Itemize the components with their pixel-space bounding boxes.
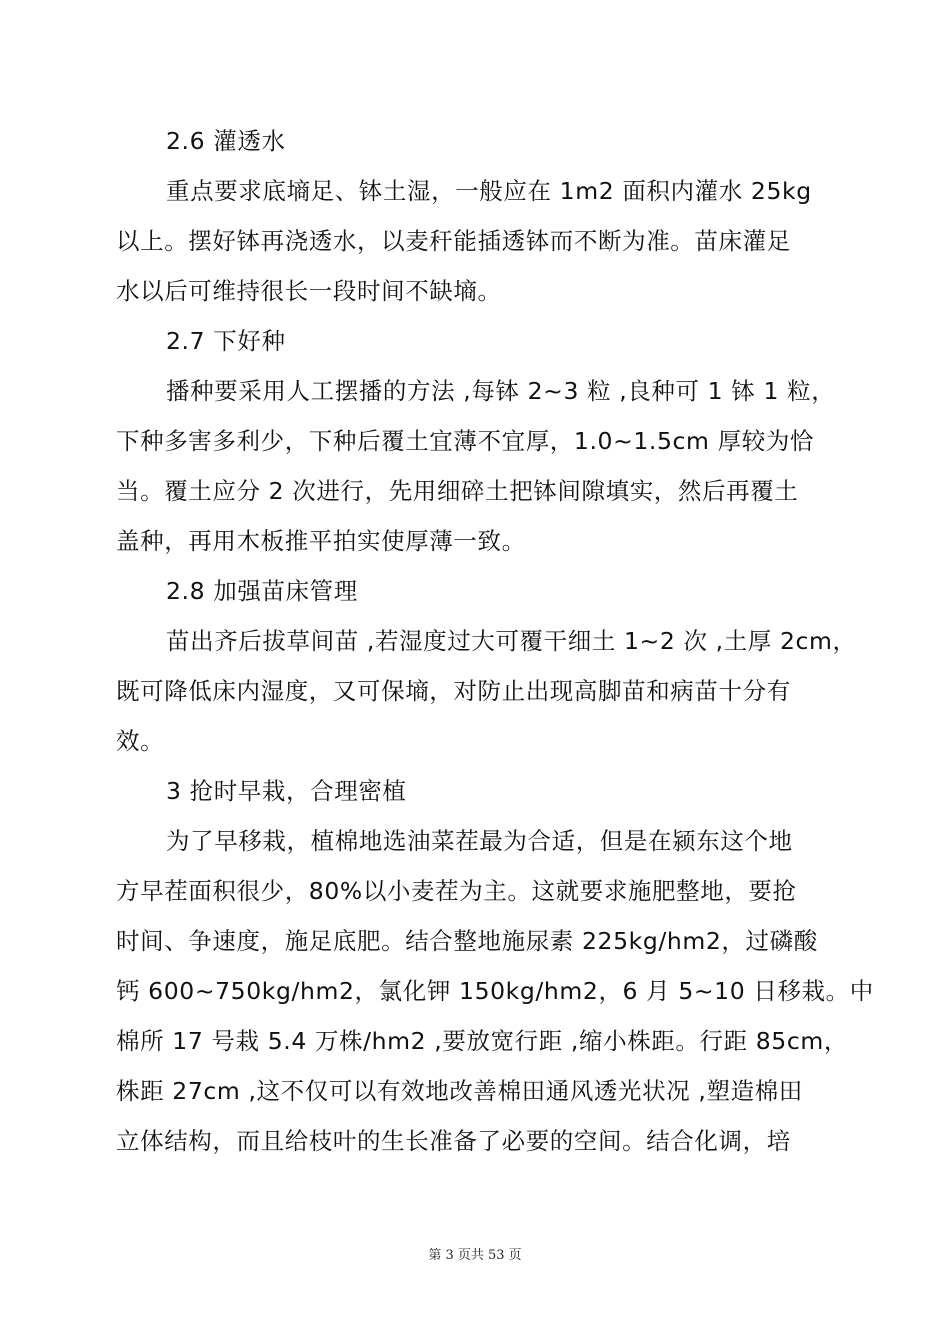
paragraph-line: 效。 [116,727,165,755]
paragraph-line: 重点要求底墒足、钵土湿，一般应在 1m2 面积内灌水 25kg [166,177,812,205]
paragraph-line: 棉所 17 号栽 5.4 万株/hm2 ,要放宽行距 ,缩小株距。行距 85cm， [116,1027,848,1055]
heading-3: 3 抢时早栽，合理密植 [166,777,407,805]
paragraph-line: 既可降低床内湿度，又可保墒，对防止出现高脚苗和病苗十分有 [116,677,791,705]
paragraph-line: 为了早移栽，植棉地选油菜茬最为合适，但是在颍东这个地 [166,827,793,855]
paragraph-line: 苗出齐后拔草间苗 ,若湿度过大可覆干细土 1~2 次 ,土厚 2cm， [166,627,857,655]
paragraph-line: 株距 27cm ,这不仅可以有效地改善棉田通风透光状况 ,塑造棉田 [116,1077,803,1105]
page-number-footer: 第 3 页共 53 页 [428,1248,522,1263]
paragraph-line: 钙 600~750kg/hm2，氯化钾 150kg/hm2，6 月 5~10 日移栽。中 [116,977,874,1005]
paragraph-line: 下种多害多利少，下种后覆土宜薄不宜厚，1.0~1.5cm 厚较为恰 [116,427,815,455]
paragraph-line: 播种要采用人工摆播的方法 ,每钵 2~3 粒 ,良种可 1 钵 1 粒， [166,377,836,405]
paragraph-line: 方早茬面积很少，80%以小麦茬为主。这就要求施肥整地，要抢 [116,877,797,905]
paragraph-line: 立体结构，而且给枝叶的生长准备了必要的空间。结合化调，培 [116,1127,791,1155]
paragraph-line: 以上。摆好钵再浇透水，以麦秆能插透钵而不断为准。苗床灌足 [116,227,791,255]
paragraph-line: 当。覆土应分 2 次进行，先用细碎土把钵间隙填实，然后再覆土 [116,477,799,505]
paragraph-line: 水以后可维持很长一段时间不缺墒。 [116,277,502,305]
paragraph-line: 盖种，再用木板推平拍实使厚薄一致。 [116,527,526,555]
heading-2-6: 2.6 灌透水 [166,127,286,155]
heading-2-7: 2.7 下好种 [166,327,286,355]
heading-2-8: 2.8 加强苗床管理 [166,577,358,605]
paragraph-line: 时间、争速度，施足底肥。结合整地施尿素 225kg/hm2，过磷酸 [116,927,818,955]
